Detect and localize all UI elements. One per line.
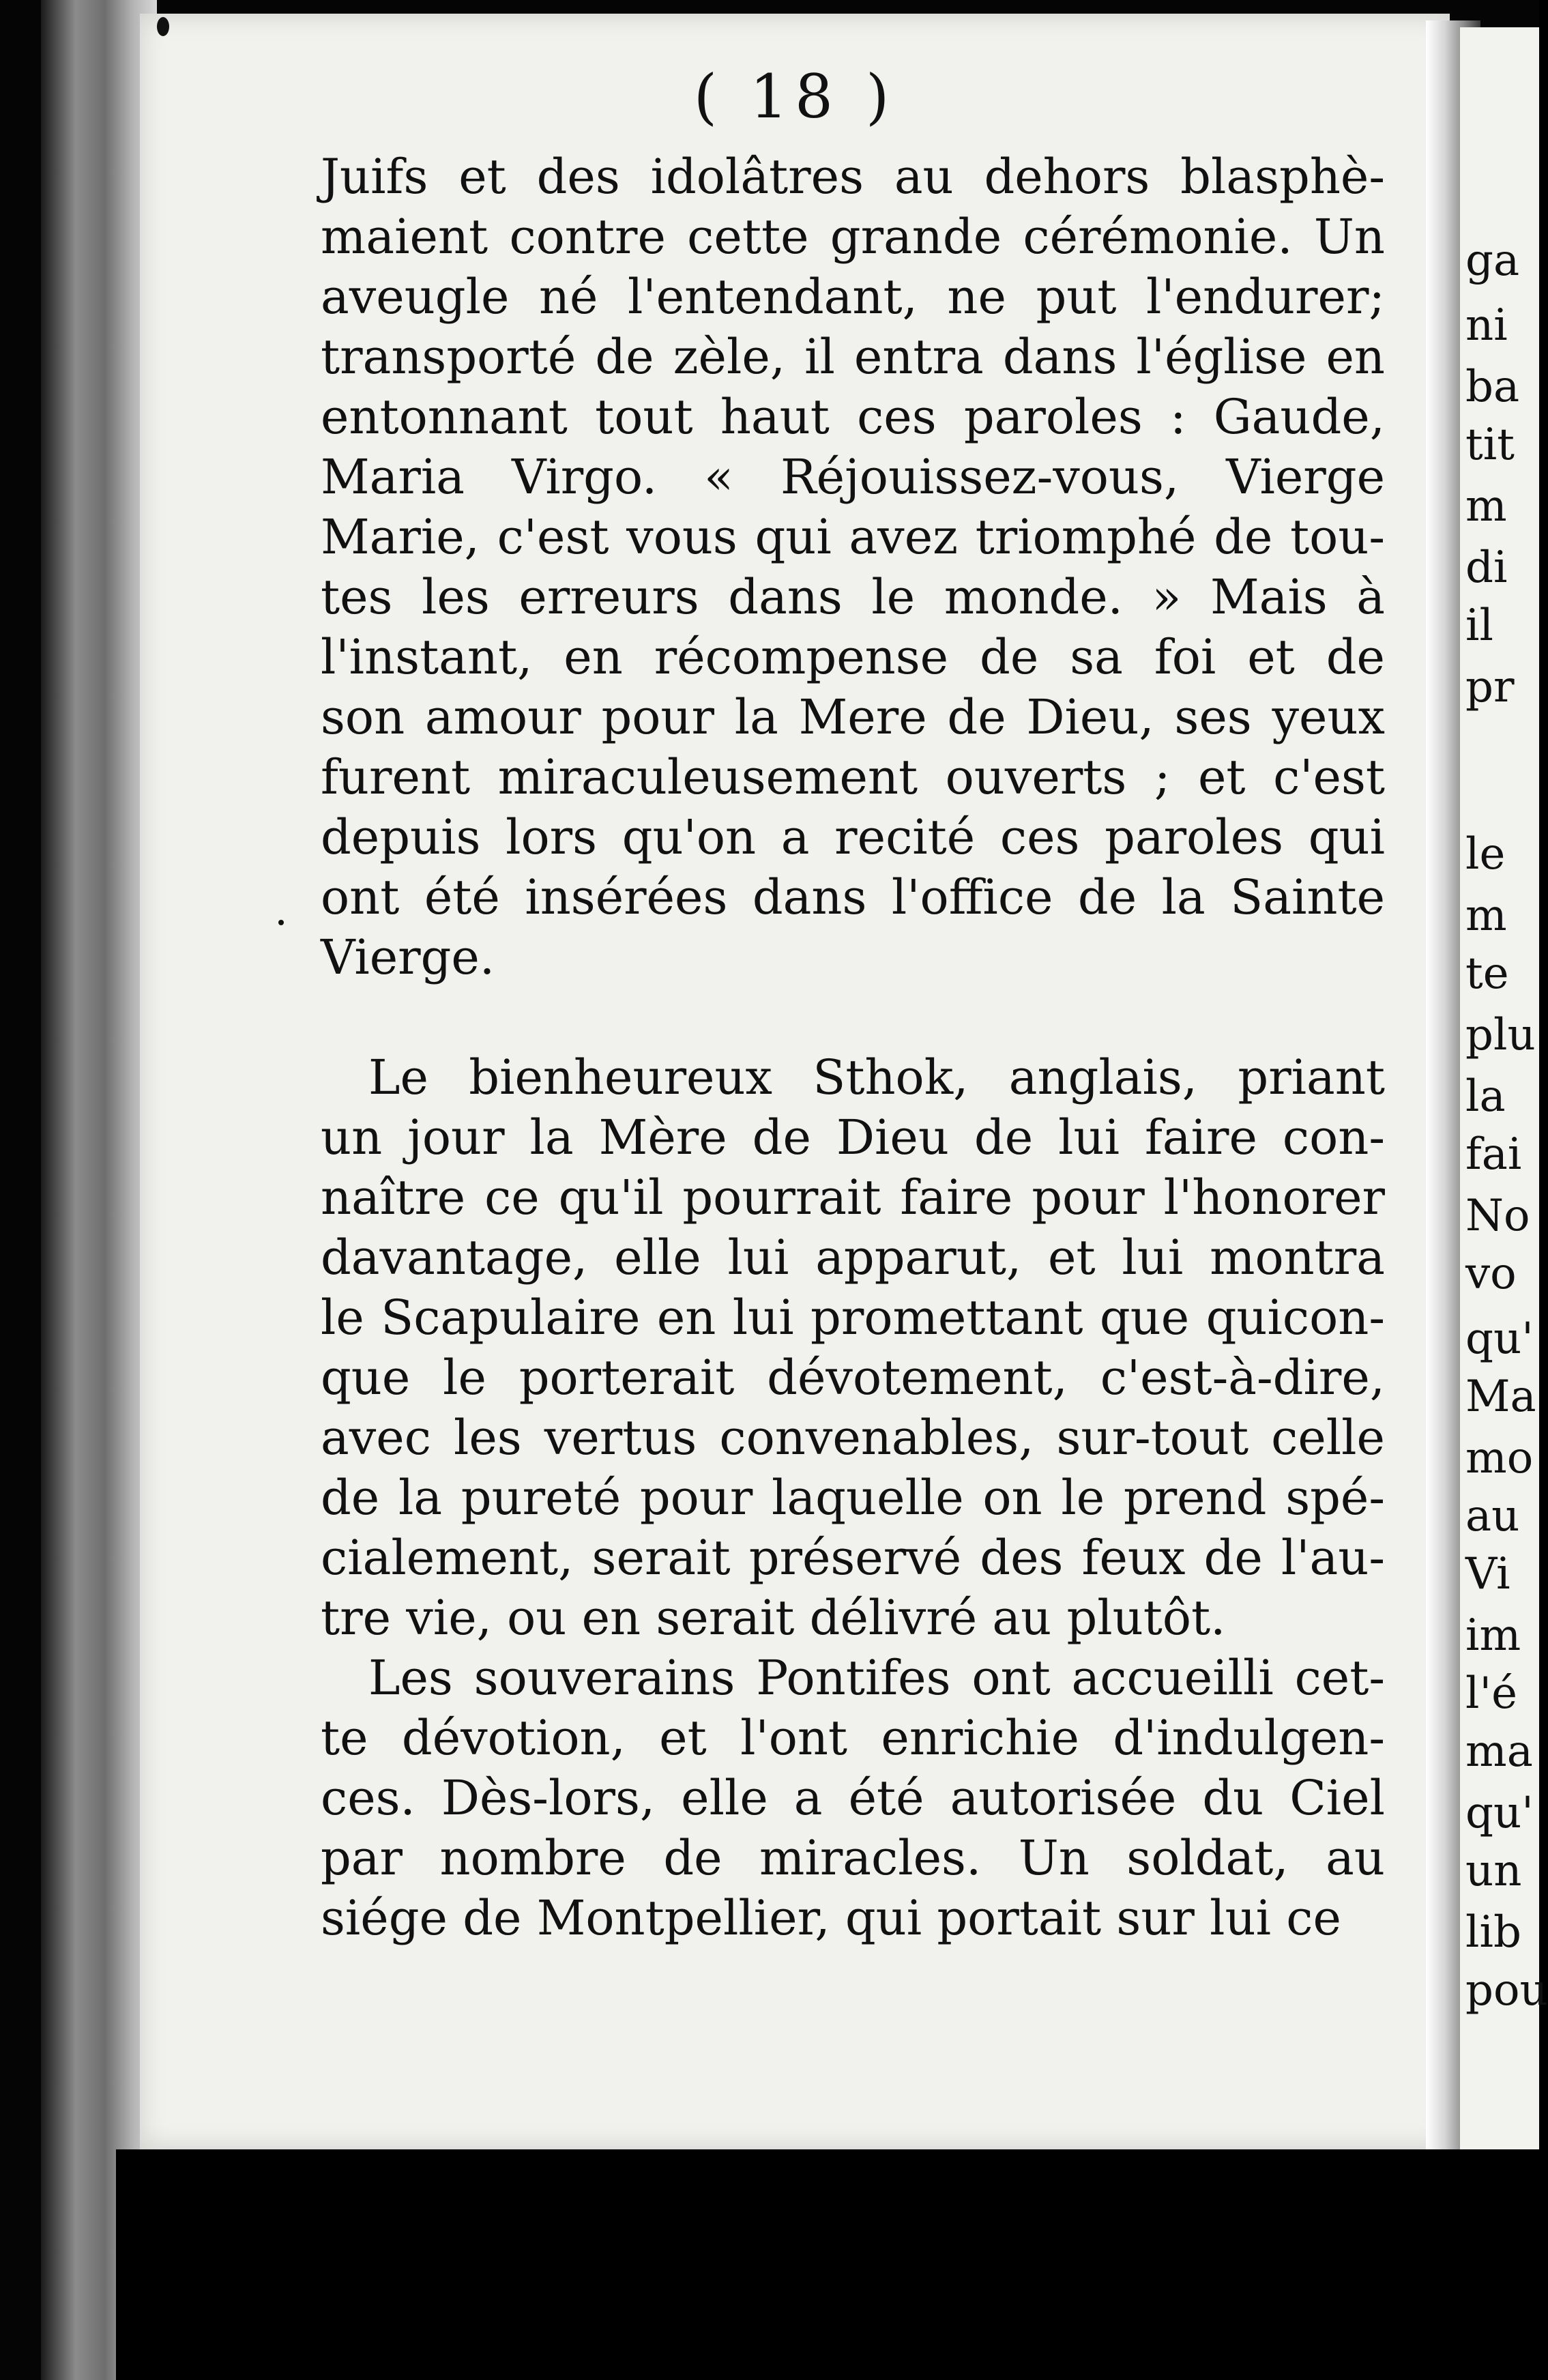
text-line: aveugle né l'entendant, ne put l'endurer; (321, 269, 1385, 325)
next-page-fragment: m (1465, 481, 1507, 532)
next-page-fragment: qu' (1465, 1788, 1534, 1838)
text-line: depuis lors qu'on a recité ces paroles qui (321, 809, 1385, 865)
next-page-fragment: vo (1465, 1249, 1517, 1299)
text-line: de la pureté pour laquelle on le prend spé- (321, 1470, 1385, 1526)
page-body-text (321, 147, 1385, 1948)
text-line: tes les erreurs dans le monde. » Mais à (321, 569, 1385, 625)
paragraph (321, 1648, 1385, 1948)
text-line: Les souverains Pontifes ont accueilli cet- (368, 1650, 1385, 1706)
text-line: naître ce qu'il pourrait faire pour l'honorer (321, 1170, 1385, 1225)
text-line: ces. Dès-lors, elle a été autorisée du Ciel (321, 1770, 1385, 1826)
text-line: entonnant tout haut ces paroles : Gaude, (321, 389, 1385, 445)
next-page-fragment: m (1465, 890, 1507, 941)
text-line: son amour pour la Mere de Dieu, ses yeux (321, 689, 1385, 745)
text-line: l'instant, en récompense de sa foi et de (321, 629, 1385, 685)
text-line: avec les vertus convenables, sur-tout celle (321, 1410, 1385, 1466)
paragraph (321, 1047, 1385, 1648)
next-page-fragment: im (1465, 1610, 1521, 1661)
text-line: transporté de zèle, il entra dans l'église en (321, 329, 1385, 385)
text-line: un jour la Mère de Dieu de lui faire con- (321, 1109, 1385, 1165)
next-page-fragment: ni (1465, 300, 1508, 351)
text-line: davantage, elle lui apparut, et lui montra (321, 1230, 1385, 1286)
text-line: te dévotion, et l'ont enrichie d'indulgen- (321, 1710, 1385, 1766)
next-page-fragment: pou (1465, 1965, 1548, 2016)
text-line: cialement, serait préservé des feux de l'au- (321, 1530, 1385, 1586)
next-page-fragment: lib (1465, 1907, 1521, 1958)
text-line: par nombre de miracles. Un soldat, au (321, 1830, 1385, 1886)
next-page-fragment: pr (1465, 662, 1515, 712)
next-page-fragment: Ma (1465, 1372, 1536, 1422)
next-page-fragment: fai (1465, 1129, 1522, 1180)
next-page-fragment: No (1465, 1191, 1530, 1241)
next-page-fragment: ma (1465, 1726, 1533, 1777)
next-page-fragment: l'é (1465, 1668, 1517, 1719)
text-line: Juifs et des idolâtres au dehors blasphè- (321, 149, 1385, 205)
text-line: Marie, c'est vous qui avez triomphé de tou- (321, 509, 1385, 565)
text-line: Vierge. (321, 929, 495, 985)
text-line: ont été insérées dans l'office de la Sainte (321, 869, 1385, 925)
next-page-fragment: plu (1465, 1010, 1536, 1060)
next-page-fragment: la (1465, 1071, 1506, 1122)
next-page-fragment: tit (1465, 420, 1515, 470)
scan-bottom-border (116, 2149, 1539, 2380)
next-page-fragment: un (1465, 1846, 1522, 1896)
next-page-fragment: Vi (1465, 1549, 1510, 1599)
paragraph (321, 147, 1385, 987)
text-line: que le porterait dévotement, c'est-à-dire, (321, 1350, 1385, 1406)
next-page-fragment: le (1465, 829, 1506, 880)
text-line: siége de Montpellier, qui portait sur lui ce (321, 1890, 1341, 1946)
next-page-fragment: di (1465, 542, 1508, 593)
next-page-fragment: ga (1465, 235, 1520, 286)
ink-speck (278, 920, 284, 925)
next-page-fragment: mo (1465, 1433, 1534, 1483)
next-page-fragment: ba (1465, 362, 1520, 412)
next-page-fragment: te (1465, 948, 1509, 999)
text-line: le Scapulaire en lui promettant que quicon- (321, 1290, 1385, 1346)
text-line: tre vie, ou en serait délivré au plutôt. (321, 1590, 1226, 1646)
text-line: Le bienheureux Sthok, anglais, priant (368, 1049, 1385, 1105)
text-line: Maria Virgo. « Réjouissez-vous, Vierge (321, 449, 1385, 505)
next-page-fragment: il (1465, 600, 1493, 651)
text-line: maient contre cette grande cérémonie. Un (321, 209, 1385, 265)
next-page-fragment: qu' (1465, 1314, 1534, 1364)
ink-speck (157, 17, 169, 36)
next-page-edge (1460, 27, 1548, 2197)
page-number: ( 18 ) (693, 61, 896, 132)
text-line: furent miraculeusement ouverts ; et c'est (321, 749, 1385, 805)
next-page-fragment: au (1465, 1491, 1520, 1541)
